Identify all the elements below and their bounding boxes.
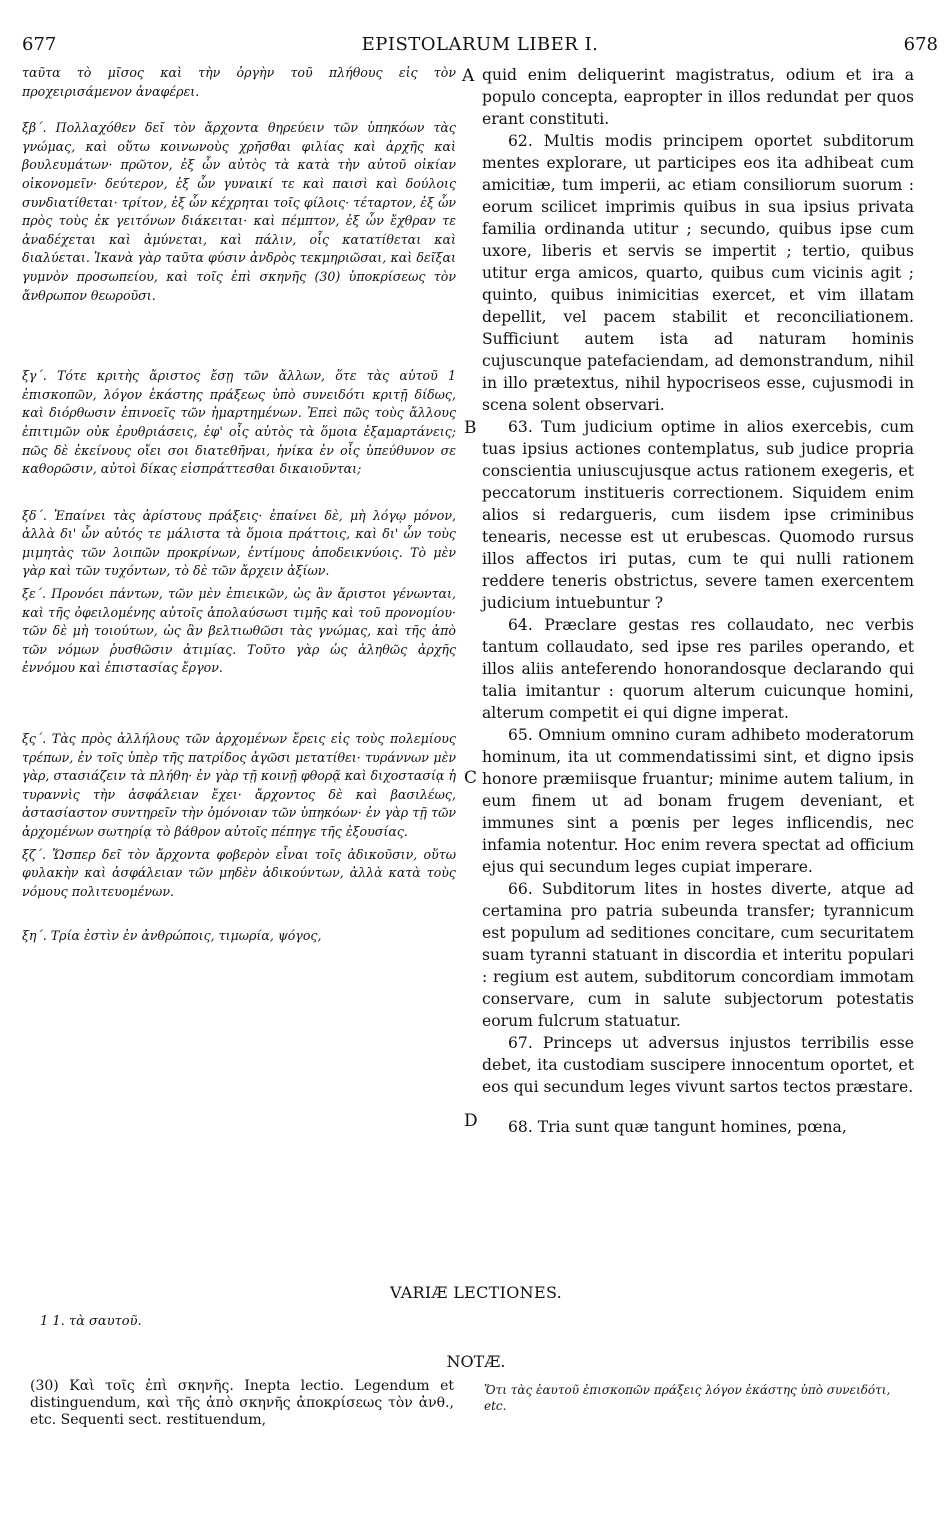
margin-marker-c: C [464, 768, 478, 788]
latin-para-66: 66. Subditorum lites in hostes diverte, atque ad certamina pro patria subeunda transfer; tyrannicum est populum ad seditiones concitare, cum securitatem suam tyranni statuant in discordia et interitu populari : regium est autem, subditorum concordiam immotam conservare, cum in salute subjectorum potestatis eorum fulcrum statuatur. [482, 880, 914, 1030]
latin-para-65: 65. Omnium omnino curam adhibeto moderatorum hominum, ita ut commendatissimi sint, et digno ipsis honore præmiisque fruantur; minime autem talium, in eum finem ut ad bonam frugem deveniant, et immunes sint a pœnis per leges inflicendis, nec infamia notentur. Hoc enim revera spectat ad officium ejus qui secundum leges cupiat imperare. [482, 726, 914, 876]
notae-heading: NOTÆ. [446, 1352, 506, 1371]
greek-column [22, 64, 456, 946]
latin-para-67: 67. Princeps ut adversus injustos terribilis esse debet, ita custodiam suscipere innocentum oportet, et eos qui secundum leges vivunt sartos tectos præstare. [482, 1034, 914, 1096]
greek-para-63: ξγ΄. Τότε κριτὴς ἄριστος ἔσῃ τῶν ἄλλων, ὅτε τὰς αὐτοῦ 1 ἐπισκοπῶν, λόγον ἑκάστης πράξεως ὑπὸ συνειδότι κριτῇ δίδως, καὶ διόρθωσιν ἐπινοεῖς τῶν ἡμαρτημένων. Ἐπεὶ πῶς τοὺς ἄλλους ἐπιτιμῶν οὐκ ἐρυθριάσεις, ἐφ' οἷς αὐτὸς τὰ ὅμοια ἐξαμαρτάνεις; πῶς δὲ ἐκείνους οἴει σοι διατεθῆναι, ἡνίκα ἐν οἷς ὑπεύθυνον σε καθορῶσιν, αὐτοὶ δίκας εἰσπράττεσθαι δικαιοῦνται; [22, 368, 456, 477]
variae-lectiones-heading: VARIÆ LECTIONES. [389, 1283, 563, 1302]
margin-marker-d: D [464, 1111, 478, 1131]
note-30-text: (30) Καὶ τοῖς ἐπὶ σκηνῆς. Inepta lectio. Legendum et distinguendum, καὶ τῆς ἀπὸ σκηνῆς ἀποκρίσεως τὸν ἀνθ., etc. Sequenti sect. restituendum, [30, 1378, 454, 1428]
page-number-right: 678 [903, 34, 938, 55]
greek-para-67: ξζ΄. Ὥσπερ δεῖ τὸν ἄρχοντα φοβερὸν εἶναι τοῖς ἀδικοῦσιν, οὕτω φυλακὴν καὶ ἀσφάλειαν τῶν μηδὲν ἀδικούντων, ἀλλὰ κατὰ τοὺς νόμους πολιτευομένων. [22, 846, 456, 899]
greek-para-64: ξδ΄. Ἐπαίνει τὰς ἀρίστους πράξεις· ἐπαίνει δὲ, μὴ λόγῳ μόνον, ἀλλὰ δι' ὧν αὐτός τε μάλιστα τὰ ὅμοια πράττοις, καὶ δι' ὧν τοὺς μιμητὰς τῶν λοιπῶν προκρίνων, ἐντίμους ἀποδεικνύοις. Τὸ μὲν γὰρ καὶ τῶν τυχόντων, τὸ δὲ τῶν ἄρχειν ἀξίων. [22, 507, 456, 579]
latin-column [482, 64, 914, 1138]
running-title: EPISTOLARUM LIBER I. [361, 34, 599, 55]
note-continuation-text: Ὅτι τὰς ἑαυτοῦ ἐπισκοπῶν πράξεις λόγον ἑκάστης ὑπὸ συνειδότι, etc. [484, 1383, 891, 1413]
latin-para-68: 68. Tria sunt quæ tangunt homines, pœna, [508, 1118, 847, 1136]
greek-para-66: ξς΄. Τὰς πρὸς ἀλλήλους τῶν ἀρχομένων ἔρεις εἰς τοὺς πολεμίους τρέπων, ἐν τοῖς ὑπὲρ τῆς πατρίδος ἀγῶσι μετατίθει· τυράννων μὲν γὰρ, στασιάζειν τὰ πλήθη· ἐν γὰρ τῇ κοινῇ φθορᾷ καὶ διχοστασίᾳ ἡ τυραννὶς τὴν ἀσφάλειαν ἔχει· ἄρχοντος δὲ καὶ βασιλέως, ἀστασίαστον συντηρεῖν τὴν ὁμόνοιαν τῶν ὑπηκόων· ἐν γὰρ τῇ τῶν ἀρχομένων σωτηρίᾳ τὸ βάθρον αὐτοῖς πέπηγε τῆς ἐξουσίας. [22, 731, 456, 839]
greek-para-62: ξβ΄. Πολλαχόθεν δεῖ τὸν ἄρχοντα θηρεύειν τῶν ὑπηκόων τὰς γνώμας, καὶ οὕτω κοινωνοὺς χρῆσθαι φιλίας καὶ ἀρχῆς καὶ βουλευμάτων· πρῶτον, ἐξ ὧν αὐτὸς τὰ κατὰ τὴν αὐτοῦ οἰκίαν οἰκονομεῖν· δεύτερον, ἐξ ὧν γυναικί τε καὶ παισὶ καὶ δούλοις συνδιατίθεται· τρίτον, ἐξ ὧν κέχρηται τοῖς φίλοις· τέταρτον, ἐξ ὧν πρὸς τοὺς ἐκ γειτόνων διάκειται· καὶ πέμπτον, ἐξ ὧν ἔχθραν τε ἀναδέχεται καὶ ἀμύνεται, καὶ πάλιν, οἷς κατατίθεται καὶ διαλύεται. Ἱκανὰ γὰρ ταῦτα φύσιν ἀνδρὸς τεκμηριῶσαι, καὶ δεῖξαι γυμνὸν προσωπείου, καὶ τοῖς ἐπὶ σκηνῆς (30) ὑποκρίσεως τὸν ἄνθρωπον θεωροῦσι. [22, 120, 456, 303]
latin-para-63: 63. Tum judicium optime in alios exercebis, cum tuas ipsius actiones contemplatus, sub judice propria conscientia uniuscujusque actus rationem exegeris, et peccatorum institueris correctionem. Siquidem enim alios si redargueris, cum iisdem ipse criminibus tenearis, necesse est ut erubescas. Quomodo rursus illos affectos iri putas, cum te qui nulli rationem reddere teneris obstrictus, severe tamen exercentem judicium intuebuntur ? [482, 418, 914, 612]
page-header [22, 34, 938, 58]
latin-para-62: 62. Multis modis principem oportet subditorum mentes explorare, ut participes eos ita adhibeat cum amicitiæ, tum imperii, ac etiam consiliorum suorum : eorum scilicet imprimis quibus in sua ipsius privata familia ordinanda utitur ; secundo, quibus ipse cum uxore, liberis et servis se impertit ; tertio, quibus utitur erga amicos, quarto, quibus cum vicinis agit ; quinto, quibus inimicitias exercet, et vim illatam depellit, vel pacem stabilit et reconciliationem. Sufficiunt autem ista ad naturam hominis cujuscunque patefaciendam, ad demonstrandum, nihil in illo prætextus, nihil hypocriseos esse, cujusmodi in scena solent observari. [482, 132, 914, 414]
margin-marker-b: B [464, 418, 477, 438]
greek-para-61-end: ταῦτα τὸ μῖσος καὶ τὴν ὀργὴν τοῦ πλήθους εἰς τὸν προχειρισάμενον ἀναφέρει. [22, 65, 456, 99]
variae-lectiones-text: 1 1. τὰ σαυτοῦ. [40, 1314, 142, 1329]
latin-para-61-end: quid enim deliquerint magistratus, odium et ira a populo concepta, eapropter in illos redundat per quos erant constituti. [482, 66, 914, 128]
greek-para-68: ξη΄. Τρία ἐστὶν ἐν ἀνθρώποις, τιμωρία, ψόγος, [22, 928, 322, 944]
margin-marker-a: A [462, 66, 475, 86]
page-number-left: 677 [22, 34, 57, 55]
latin-para-64: 64. Præclare gestas res collaudato, nec verbis tantum collaudato, sed ipse res pariles operando, et illos aliis anteferendo honorandosque declarando qui talia imitantur : quorum alterum cuicunque homini, alterum competit ei qui digne imperat. [482, 616, 914, 722]
greek-para-65: ξε΄. Προνόει πάντων, τῶν μὲν ἐπιεικῶν, ὡς ἂν ἄριστοι γένωνται, καὶ τῆς ὀφειλομένης αὐτοῖς ἀπολαύσωσι τιμῆς καὶ τοῦ προνομίου· τῶν δὲ μὴ τοιούτων, ὡς ἂν βελτιωθῶσι τὰς γνώμας, καὶ τῆς ἀπὸ τῶν νόμων ῥυσθῶσιν ἀτιμίας. Τοῦτο γὰρ ὡς ἀληθῶς ἀρχῆς ἐννόμου καὶ ἐπιστασίας ἔργον. [22, 586, 456, 676]
